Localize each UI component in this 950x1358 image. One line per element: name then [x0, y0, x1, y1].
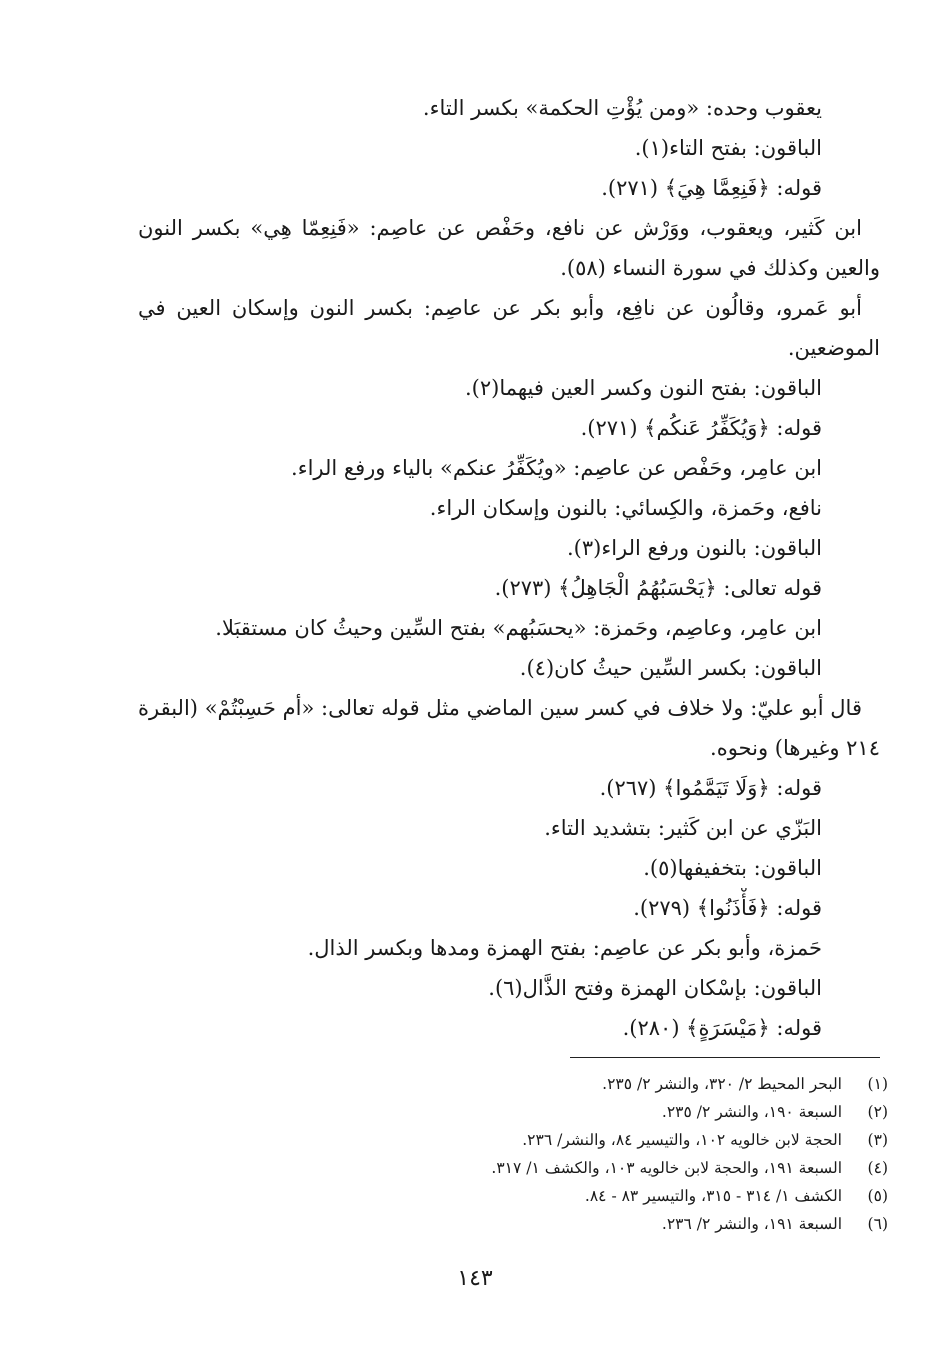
footnote-text: السبعة ١٩٠، والنشر ٢/ ٢٣٥. — [661, 1103, 842, 1121]
body-line: البَزّي عن ابن كَثير: بتشديد التاء. — [544, 816, 822, 840]
footnote-number: (٤) — [867, 1159, 888, 1177]
body-text — [138, 88, 880, 1048]
body-line: الموضعين. — [787, 336, 880, 360]
body-line: الباقون: بكسر السِّين حيثُ كان(٤). — [519, 656, 822, 680]
page-number: ١٤٣ — [457, 1266, 493, 1291]
footnote — [380, 1182, 888, 1210]
body-line: الباقون: بإسْكان الهمزة وفتح الذَّال(٦). — [488, 976, 822, 1000]
footnote-text: السبعة ١٩١، والنشر ٢/ ٢٣٦. — [661, 1215, 842, 1233]
body-line: الباقون: بالنون ورفع الراء(٣). — [566, 536, 822, 560]
body-line: قوله: ﴿وَيُكَفِّرُ عَنكُم﴾ (٢٧١). — [580, 416, 822, 440]
footnote-number: (٣) — [867, 1131, 888, 1149]
footnote — [380, 1210, 888, 1238]
footnotes — [380, 1070, 888, 1238]
body-line: ابن كَثير، ويعقوب، ووَرْش عن نافع، وحَفْص عن عاصِم: «فَنِعِمّا هِي» بكسر النون — [138, 216, 862, 240]
footnote-text: الحجة لابن خالويه ١٠٢، والتيسير ٨٤، والنشر/ ٢٣٦. — [522, 1131, 842, 1149]
body-line: حَمزة، وأبو بكر عن عاصِم: بفتح الهمزة ومدها وبكسر الذال. — [307, 936, 822, 960]
footnote-number: (٢) — [867, 1103, 888, 1121]
body-line: قوله: ﴿وَلَا تَيَمَّمُوا﴾ (٢٦٧). — [599, 776, 822, 800]
footnote — [380, 1070, 888, 1098]
body-line: قوله تعالى: ﴿يَحْسَبُهُمُ الْجَاهِلُ﴾ (٢٧٣). — [494, 576, 822, 600]
footnote-number: (٦) — [867, 1215, 888, 1233]
body-line: قوله: ﴿فَنِعِمَّا هِيَ﴾ (٢٧١). — [601, 176, 822, 200]
footnote-text: الكشف ١/ ٣١٤ - ٣١٥، والتيسير ٨٣ - ٨٤. — [584, 1187, 842, 1205]
footnote-number: (١) — [867, 1075, 888, 1093]
body-line: قوله: ﴿فَأْذَنُوا﴾ (٢٧٩). — [633, 896, 822, 920]
body-line: قال أبو عليّ: ولا خلاف في كسر سين الماضي مثل قوله تعالى: «أم حَسِبْتُمْ» (البقرة — [138, 696, 862, 720]
body-line: والعين وكذلك في سورة النساء (٥٨). — [560, 256, 880, 280]
footnote-divider — [570, 1057, 880, 1058]
body-line: الباقون: بفتح النون وكسر العين فيهما(٢). — [464, 376, 822, 400]
body-line: الباقون: بفتح التاء(١). — [634, 136, 822, 160]
body-line: أبو عَمرو، وقالُون عن نافِع، وأبو بكر عن عاصِم: بكسر النون وإسكان العين في — [138, 296, 862, 320]
body-line: ابن عامِر، وحَفْص عن عاصِم: «ويُكَفِّرُ عنكم» بالياء ورفع الراء. — [291, 456, 822, 480]
footnote-text: البحر المحيط ٢/ ٣٢٠، والنشر ٢/ ٢٣٥. — [602, 1075, 842, 1093]
body-line: ابن عامِر، وعاصِم، وحَمزة: «يحسَبُهم» بفتح السِّين وحيثُ كان مستقبَلا. — [215, 616, 822, 640]
body-line: ٢١٤ وغيرها) ونحوه. — [710, 736, 880, 760]
body-line: قوله: ﴿مَيْسَرَةٍ﴾ (٢٨٠). — [622, 1016, 822, 1040]
footnote — [380, 1098, 888, 1126]
body-line: الباقون: بتخفيفها(٥). — [643, 856, 822, 880]
body-line: يعقوب وحده: «ومن يُؤْتِ الحكمة» بكسر التاء. — [422, 96, 822, 120]
footnote — [380, 1154, 888, 1182]
footnote-text: السبعة ١٩١، والحجة لابن خالويه ١٠٣، والكشف ١/ ٣١٧. — [491, 1159, 842, 1177]
footnote-number: (٥) — [867, 1187, 888, 1205]
body-line: نافع، وحَمزة، والكِسائي: بالنون وإسكان الراء. — [429, 496, 822, 520]
footnote — [380, 1126, 888, 1154]
